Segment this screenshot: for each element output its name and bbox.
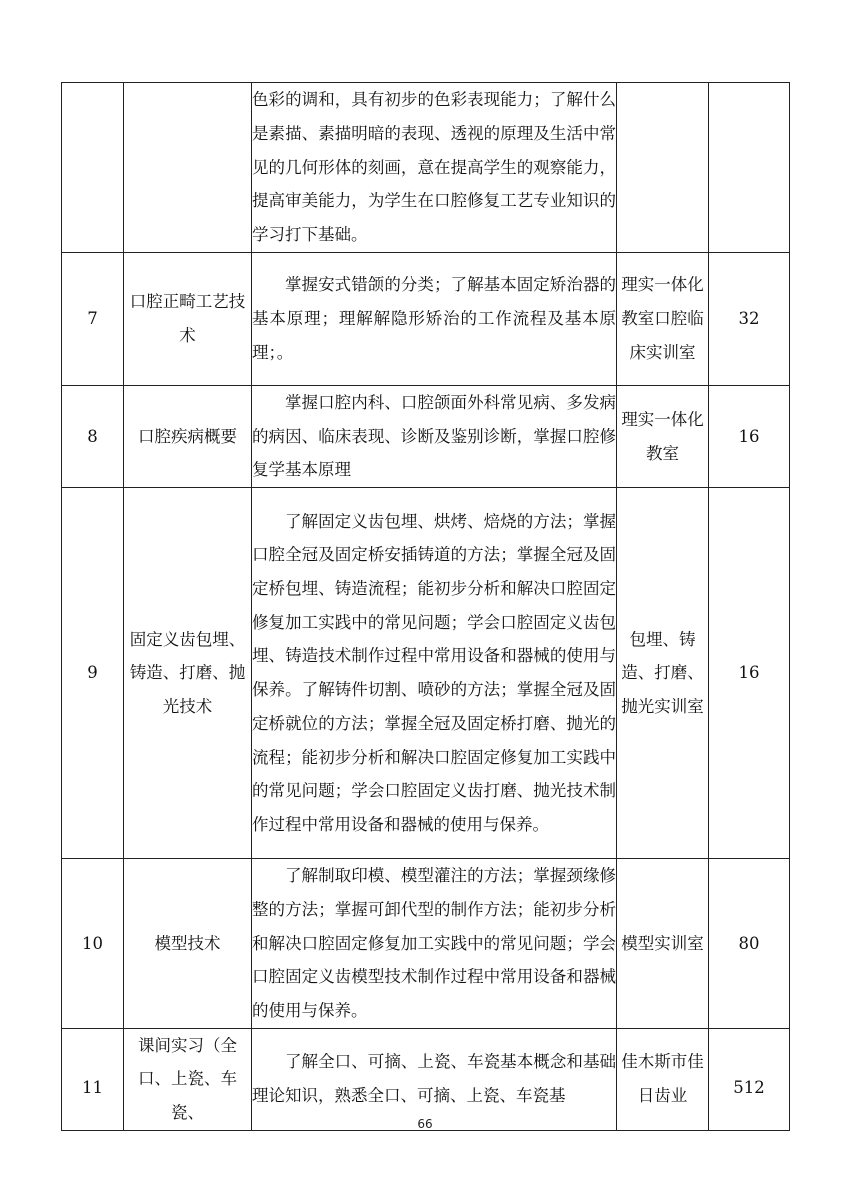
cell-course-name: 固定义齿包埋、铸造、打磨、抛光技术 bbox=[124, 488, 252, 859]
content-text: 掌握安式错颌的分类；了解基本固定矫治器的基本原理；理解解隐形矫治的工作流程及基本原理；。 bbox=[252, 275, 616, 362]
cell-room: 包埋、铸造、打磨、抛光实训室 bbox=[617, 488, 709, 859]
table-row bbox=[62, 83, 790, 253]
cell-course-name: 口腔疾病概要 bbox=[124, 386, 252, 488]
table-row bbox=[62, 859, 790, 1029]
content-text: 了解固定义齿包埋、烘烤、焙烧的方法；掌握口腔全冠及固定桥安插铸道的方法；掌握全冠及固定桥包埋、铸造流程；能初步分析和解决口腔固定修复加工实践中的常见问题；学会口腔固定义齿包埋、铸造技术制作过程中常用设备和器械的使用与保养。了解铸件切割、喷砂的方法；掌握全冠及固定桥就位的方法；掌握全冠及固定桥打磨、抛光的流程；能初步分析和解决口腔固定修复加工实践中的常见问题；学会口腔固定义齿打磨、抛光技术制作过程中常用设备和器械的使用与保养。 bbox=[252, 511, 616, 834]
cell-hours: 16 bbox=[709, 488, 790, 859]
cell-content bbox=[252, 859, 617, 1029]
cell-hours: 16 bbox=[709, 386, 790, 488]
cell-number: 11 bbox=[62, 1028, 124, 1130]
cell-content bbox=[252, 386, 617, 488]
cell-room bbox=[617, 83, 709, 253]
cell-hours: 80 bbox=[709, 859, 790, 1029]
page-number: 66 bbox=[417, 1117, 433, 1131]
cell-number: 7 bbox=[62, 253, 124, 386]
table-row bbox=[62, 386, 790, 488]
cell-room: 理实一体化教室口腔临床实训室 bbox=[617, 253, 709, 386]
cell-course-name bbox=[124, 83, 252, 253]
cell-content bbox=[252, 488, 617, 859]
cell-number: 8 bbox=[62, 386, 124, 488]
cell-number: 10 bbox=[62, 859, 124, 1029]
cell-number bbox=[62, 83, 124, 253]
course-table bbox=[61, 82, 790, 1131]
cell-content bbox=[252, 83, 617, 253]
cell-course-name: 模型技术 bbox=[124, 859, 252, 1029]
content-text: 了解全口、可摘、上瓷、车瓷基本概念和基础理论知识，熟悉全口、可摘、上瓷、车瓷基 bbox=[252, 1052, 616, 1106]
content-text: 了解制取印模、模型灌注的方法；掌握颈缘修整的方法；掌握可卸代型的制作方法；能初步分析和解决口腔固定修复加工实践中的常见问题；学会口腔固定义齿模型技术制作过程中常用设备和器械的使用与保养。 bbox=[252, 866, 616, 1020]
content-text: 色彩的调和，具有初步的色彩表现能力；了解什么是素描、素描明暗的表现、透视的原理及生活中常见的几何形体的刻画，意在提高学生的观察能力，提高审美能力，为学生在口腔修复工艺专业知识的学习打下基础。 bbox=[252, 90, 616, 245]
cell-room: 佳木斯市佳日齿业 bbox=[617, 1028, 709, 1130]
cell-room: 模型实训室 bbox=[617, 859, 709, 1029]
table-row bbox=[62, 488, 790, 859]
cell-number: 9 bbox=[62, 488, 124, 859]
table-row bbox=[62, 1028, 790, 1130]
content-text: 掌握口腔内科、口腔颌面外科常见病、多发病的病因、临床表现、诊断及鉴别诊断，掌握口腔修复学基本原理 bbox=[252, 393, 616, 480]
cell-course-name: 课间实习（全口、上瓷、车瓷、 bbox=[124, 1028, 252, 1130]
cell-content bbox=[252, 1028, 617, 1130]
cell-hours bbox=[709, 83, 790, 253]
cell-hours: 32 bbox=[709, 253, 790, 386]
cell-course-name: 口腔正畸工艺技术 bbox=[124, 253, 252, 386]
table-row bbox=[62, 253, 790, 386]
cell-content bbox=[252, 253, 617, 386]
cell-hours: 512 bbox=[709, 1028, 790, 1130]
cell-room: 理实一体化教室 bbox=[617, 386, 709, 488]
